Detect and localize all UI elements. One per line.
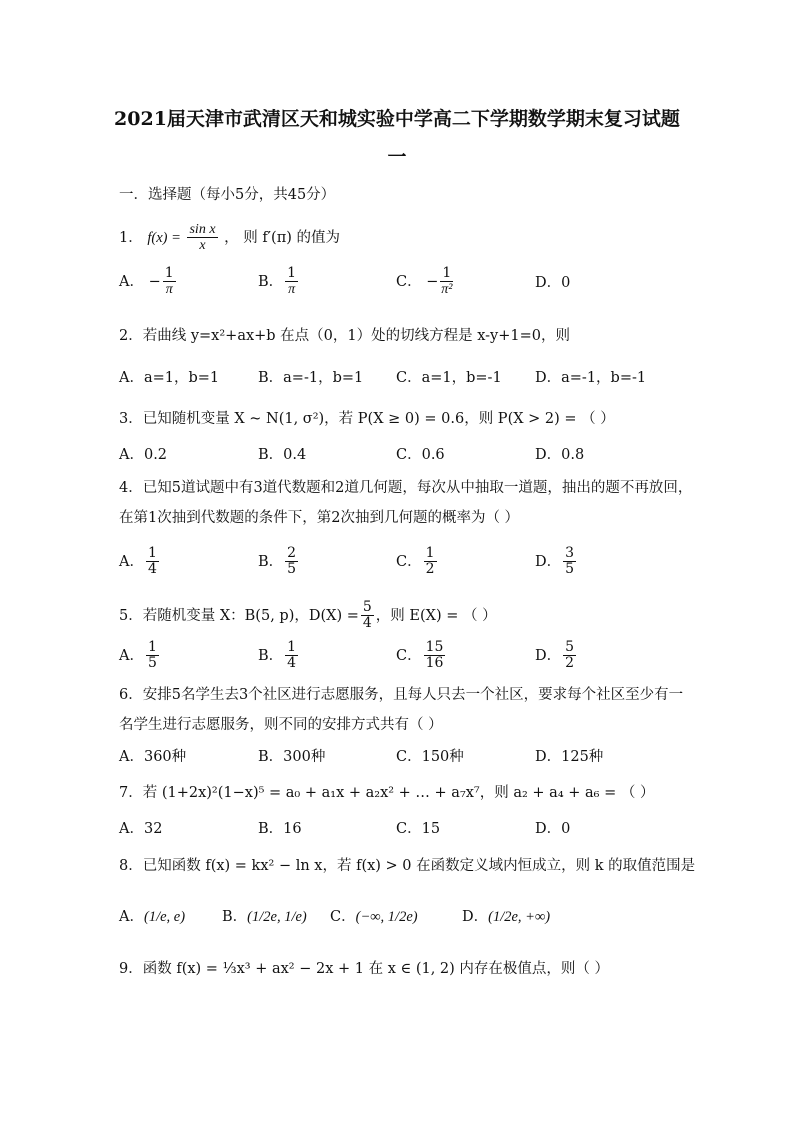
q2-option-c: C．a=1，b=-1 [396,370,502,386]
exam-title: 2021届天津市武清区天和城实验中学高二下学期数学期末复习试题 [114,108,680,130]
q5-option-d: D． $\frac{5}{2}$ [535,639,575,672]
q1-fraction: $\frac{\text{sin x}}{x}$ [189,222,216,254]
question-2: 2．若曲线 y=x²+ax+b 在点（0，1）处的切线方程是 x-y+1=0，则 [119,328,570,344]
q4-option-a: A． $\frac{1}{4}$ [119,545,157,578]
question-6-line-1: 6．安排5名学生去3个社区进行志愿服务，且每人只去一个社区，要求每个社区至少有一 [119,687,684,703]
q6-option-d: D．125种 [535,749,604,765]
question-6-line-2: 名学生进行志愿服务，则不同的安排方式共有（ ） [119,717,443,733]
q3-option-d: D．0.8 [535,447,585,463]
q5-option-a: A． $\frac{1}{5}$ [119,639,157,672]
q8-option-c: C．(−∞, 1/2e) [330,909,418,925]
q7-option-b: B．16 [258,821,302,837]
question-3: 3．已知随机变量 X ~ N(1, σ²)，若 P(X ≥ 0) = 0.6，则 P(X > 2) = （ ） [119,411,615,427]
exam-title-continued: 一 [387,146,407,168]
q6-option-c: C．150种 [396,749,464,765]
q3-option-a: A．0.2 [119,447,168,463]
q2-option-d: D．a=-1，b=-1 [535,370,647,386]
q5-option-c: C． $\frac{15}{16}$ [396,639,444,672]
q1-option-c: C． − $\frac{1}{\text{π²}}$ [396,265,453,298]
q4-option-b: B． $\frac{2}{5}$ [258,545,297,578]
question-5: 5．若随机变量 X：B(5, p)，D(X) = $\frac{5}{4}$ ，则 E(X) = （ ） [119,599,497,632]
q1-option-b: B． $\frac{1}{\pi}$ [258,265,297,298]
q3-option-c: C．0.6 [396,447,445,463]
question-8: 8．已知函数 f(x) = kx² − ln x，若 f(x) > 0 在函数定义域内恒成立，则 k 的取值范围是 [119,858,696,874]
question-4-line-2: 在第1次抽到代数题的条件下，第2次抽到几何题的概率为（ ） [119,510,520,526]
question-4-line-1: 4．已知5道试题中有3道代数题和2道几何题，每次从中抽取一道题，抽出的题不再放回， [119,480,693,496]
section-heading: 一．选择题（每小5分，共45分） [119,187,336,203]
q8-option-b: B．(1/2e, 1/e) [222,909,307,925]
q1-option-d: D．0 [535,275,571,291]
q4-option-c: C． $\frac{1}{2}$ [396,545,435,578]
q6-option-a: A．360种 [119,749,187,765]
q5-option-b: B． $\frac{1}{4}$ [258,639,297,672]
q3-option-b: B．0.4 [258,447,307,463]
q4-option-d: D． $\frac{3}{5}$ [535,545,575,578]
q8-option-a: A．(1/e, e) [119,909,186,925]
q1-option-a: A． − $\frac{1}{\pi}$ [119,265,174,298]
q7-option-d: D．0 [535,821,571,837]
q6-option-b: B．300种 [258,749,326,765]
question-1: 1． f(x) = $\frac{\text{sin x}}{x}$ ， 则 f′(π) 的值为 [119,222,340,254]
question-7: 7．若 (1+2x)²(1−x)⁵ = a₀ + a₁x + a₂x² + … + a₇x⁷，则 a₂ + a₄ + a₆ = （ ） [119,785,655,801]
q7-option-c: C．15 [396,821,441,837]
q8-option-d: D．(1/2e, +∞) [462,909,551,925]
q7-option-a: A．32 [119,821,163,837]
q2-option-b: B．a=-1，b=1 [258,370,364,386]
question-9: 9．函数 f(x) = ⅓x³ + ax² − 2x + 1 在 x ∈ (1, 2) 内存在极值点，则（ ） [119,961,610,977]
q2-option-a: A．a=1，b=1 [119,370,220,386]
